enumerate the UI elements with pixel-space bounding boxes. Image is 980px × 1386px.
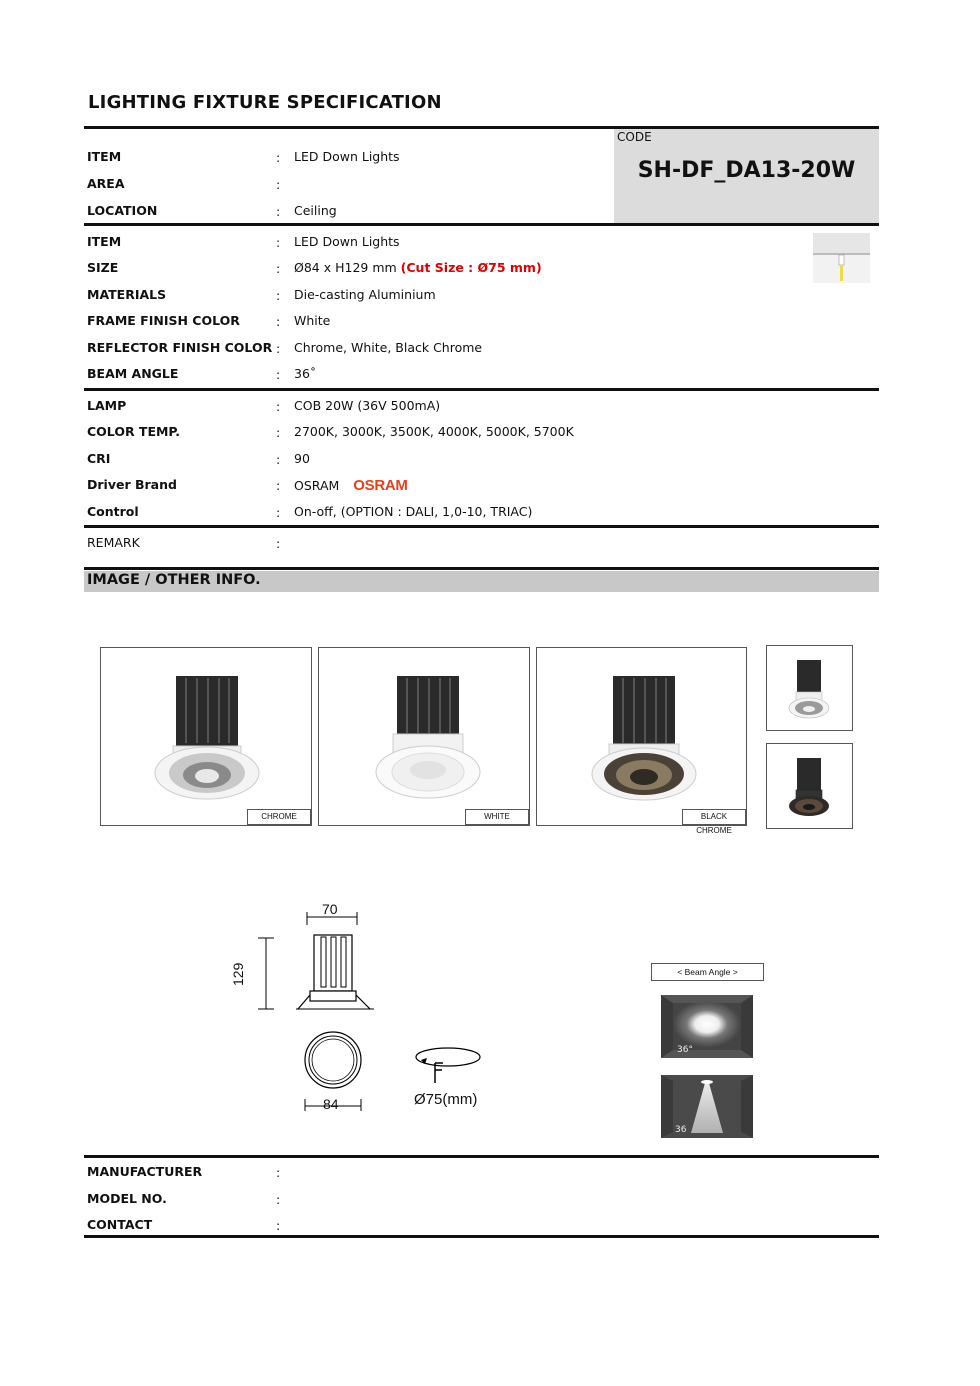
beam-spot-image — [661, 995, 753, 1058]
photo-label: WHITE — [465, 809, 529, 825]
osram-logo: OSRAM — [353, 477, 408, 494]
row-value: LED Down Lights — [294, 234, 400, 249]
fixture-image — [767, 646, 852, 730]
divider — [84, 525, 879, 528]
beam-angle-label-1: 36° — [677, 1045, 693, 1055]
row-value: Die-casting Aluminium — [294, 287, 436, 302]
cut-size-note: (Cut Size : Ø75 mm) — [400, 260, 542, 275]
row-value: OSRAM — [294, 478, 340, 493]
row-label: ITEM — [87, 149, 122, 164]
divider — [84, 567, 879, 570]
row-label: MODEL NO. — [87, 1191, 167, 1206]
lamp-row-control: Control : On-off, (OPTION : DALI, 1,0-10, TRIAC) — [87, 504, 533, 520]
photo-label: CHROME — [247, 809, 311, 825]
general-row-location: LOCATION : Ceiling — [87, 203, 337, 219]
row-label: ITEM — [87, 234, 122, 249]
row-label: REFLECTOR FINISH COLOR — [87, 340, 273, 355]
fixture-image — [767, 744, 852, 828]
page-title: LIGHTING FIXTURE SPECIFICATION — [88, 92, 442, 113]
row-value: Ceiling — [294, 203, 337, 218]
row-label: MATERIALS — [87, 287, 167, 302]
footer-row-manufacturer: MANUFACTURER : — [87, 1164, 281, 1180]
code-label: CODE — [617, 130, 652, 144]
row-label: CONTACT — [87, 1217, 153, 1232]
row-label: BEAM ANGLE — [87, 366, 179, 381]
divider — [84, 1235, 879, 1238]
fixture-image — [319, 648, 529, 825]
row-label: LAMP — [87, 398, 127, 413]
beam-angle-label-2: 36 — [675, 1125, 687, 1135]
row-value: On-off, (OPTION : DALI, 1,0-10, TRIAC) — [294, 504, 533, 519]
general-row-item: ITEM : LED Down Lights — [87, 149, 400, 165]
row-label: COLOR TEMP. — [87, 424, 181, 439]
divider — [84, 223, 879, 226]
photo-white — [318, 647, 530, 826]
row-value: LED Down Lights — [294, 149, 400, 164]
section-title: IMAGE / OTHER INFO. — [87, 572, 261, 588]
spec-row-item: ITEM : LED Down Lights — [87, 234, 400, 250]
row-value: Chrome, White, Black Chrome — [294, 340, 483, 355]
lamp-row-driver: Driver Brand : OSRAM OSRAM — [87, 477, 408, 494]
row-value: 2700K, 3000K, 3500K, 4000K, 5000K, 5700K — [294, 424, 574, 439]
general-row-area: AREA : — [87, 176, 281, 192]
row-value: COB 20W (36V 500mA) — [294, 398, 441, 413]
photo-small-2 — [766, 743, 853, 829]
height-dimension: 129 — [230, 962, 246, 986]
beam-angle-title: < Beam Angle > — [651, 963, 764, 981]
row-value: Ø84 x H129 mm — [294, 260, 397, 275]
row-label: AREA — [87, 176, 125, 191]
row-label: LOCATION — [87, 203, 158, 218]
lamp-row-lamp: LAMP : COB 20W (36V 500mA) — [87, 398, 441, 414]
spec-row-reflector-color: REFLECTOR FINISH COLOR : Chrome, White, Black Chrome — [87, 340, 483, 356]
row-value: 90 — [294, 451, 310, 466]
width-dimension: 70 — [322, 901, 338, 917]
lamp-row-cri: CRI : 90 — [87, 451, 310, 467]
row-label: CRI — [87, 451, 111, 466]
footer-row-contact: CONTACT : — [87, 1217, 281, 1233]
cut-size-dimension: Ø75(mm) — [414, 1091, 478, 1108]
remark-row: REMARK : — [87, 535, 281, 551]
footer-row-model: MODEL NO. : — [87, 1191, 281, 1207]
row-value: White — [294, 313, 331, 328]
row-label: MANUFACTURER — [87, 1164, 203, 1179]
divider — [84, 388, 879, 391]
code-value: SH-DF_DA13-20W — [637, 158, 856, 183]
photo-label: BLACK CHROME — [682, 809, 746, 825]
fixture-image — [537, 648, 746, 825]
dimension-drawing — [230, 895, 530, 1125]
spec-row-size: SIZE : Ø84 x H129 mm (Cut Size : Ø75 mm) — [87, 260, 542, 276]
diameter-dimension: 84 — [323, 1096, 339, 1112]
row-label: Control — [87, 504, 139, 519]
spec-row-beam-angle: BEAM ANGLE : 36˚ — [87, 366, 317, 382]
row-label: REMARK — [87, 535, 140, 550]
photo-black-chrome — [536, 647, 747, 835]
spec-row-frame-color: FRAME FINISH COLOR : White — [87, 313, 331, 329]
row-value: 36˚ — [294, 366, 317, 381]
divider — [84, 1155, 879, 1158]
spec-row-materials: MATERIALS : Die-casting Aluminium — [87, 287, 436, 303]
photo-small-1 — [766, 645, 853, 731]
fixture-image — [101, 648, 311, 825]
row-label: FRAME FINISH COLOR — [87, 313, 240, 328]
photo-chrome — [100, 647, 312, 826]
row-label: Driver Brand — [87, 477, 177, 492]
install-thumbnail — [813, 233, 870, 283]
row-label: SIZE — [87, 260, 119, 275]
lamp-row-color-temp: COLOR TEMP. : 2700K, 3000K, 3500K, 4000K, 5000K, 5700K — [87, 424, 574, 440]
